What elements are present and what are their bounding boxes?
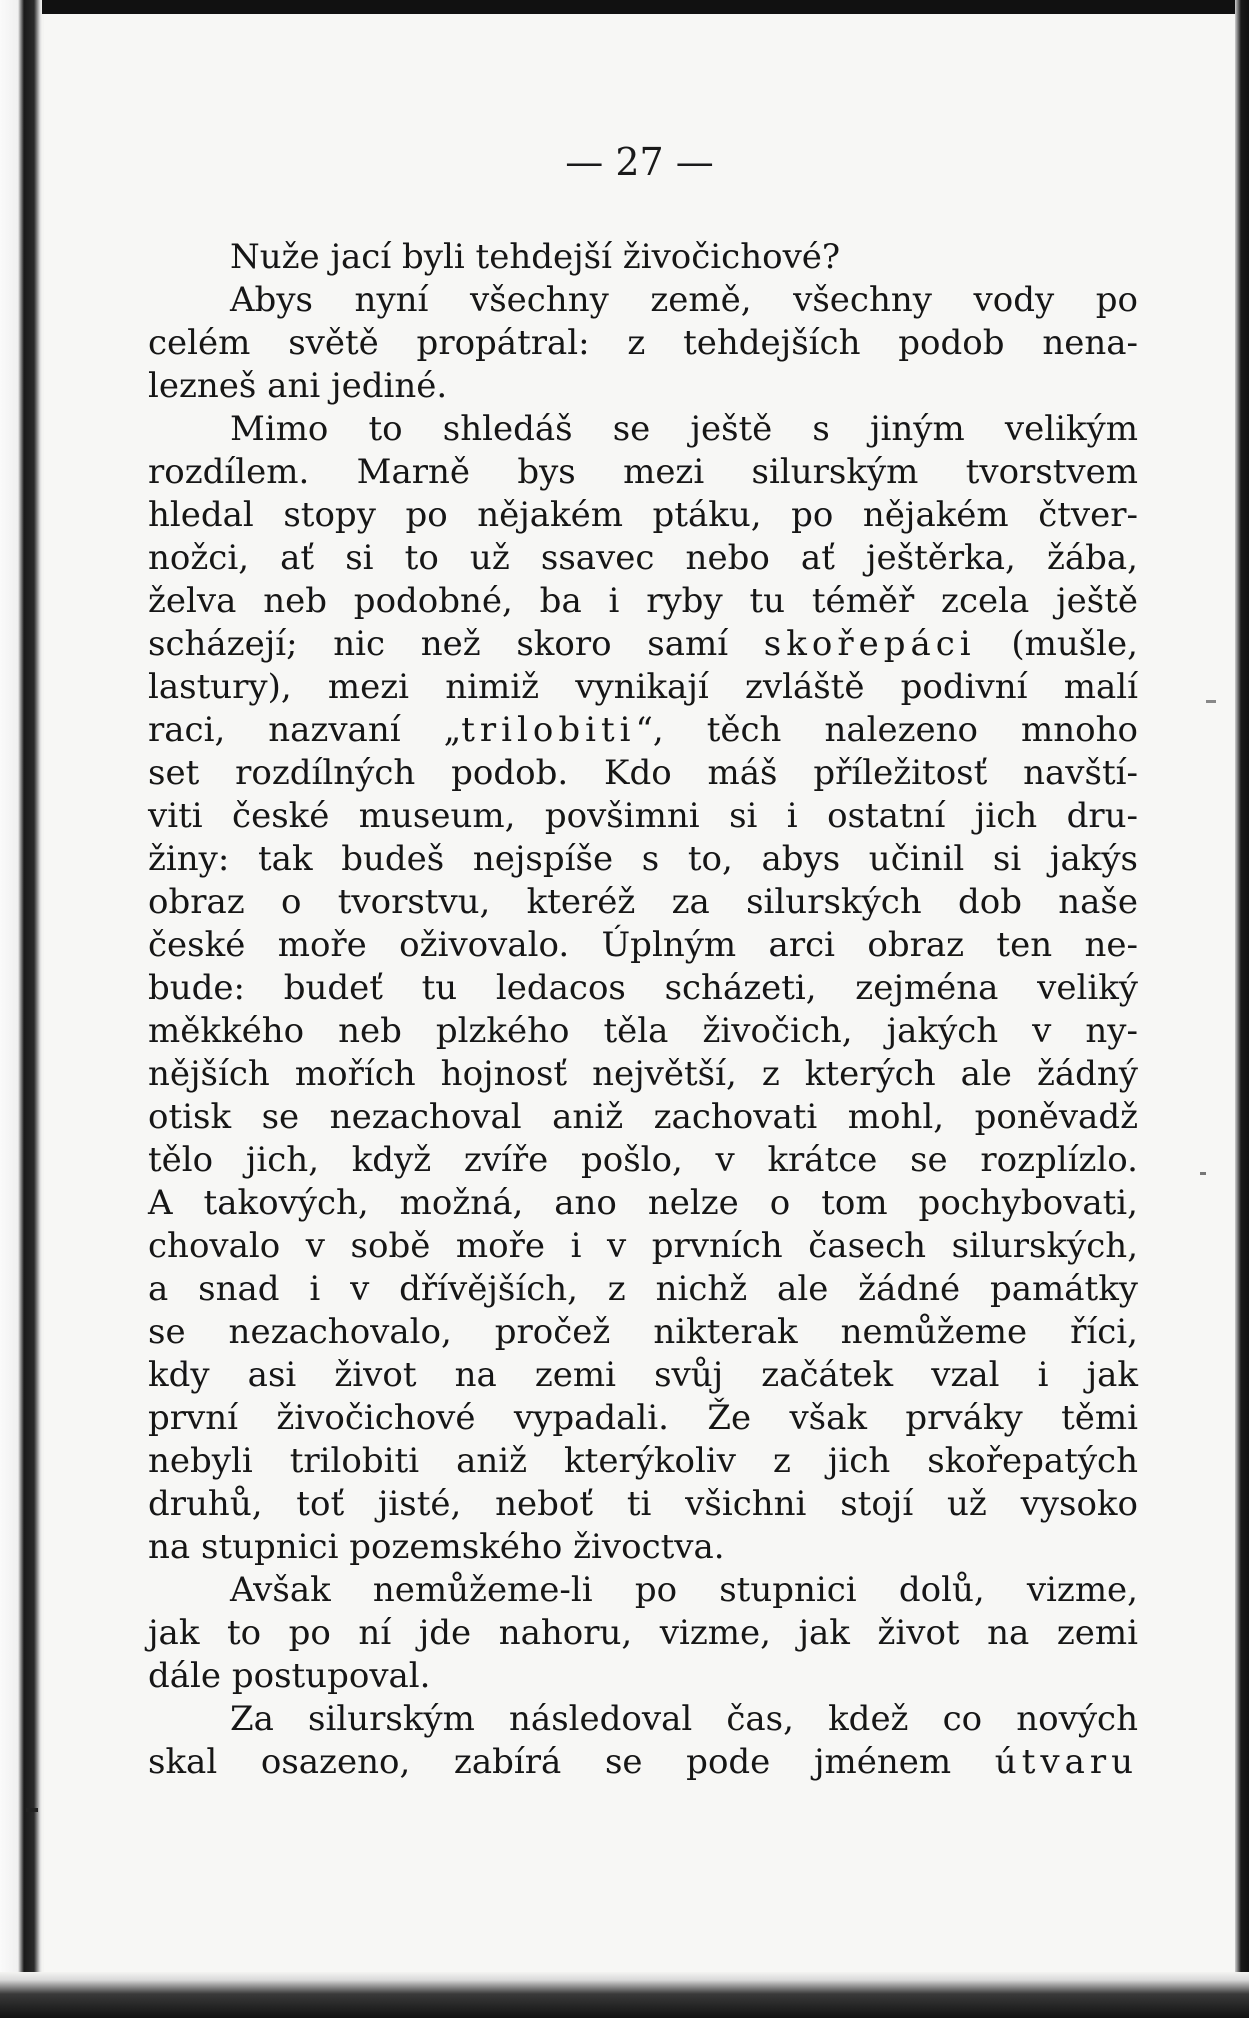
spaced-emphasis: trilobiti xyxy=(461,710,636,750)
body-text xyxy=(148,236,1138,1784)
text-line xyxy=(148,322,1138,365)
text-line-content: celém světě propátral: z tehdejších podob nena- xyxy=(148,323,1138,363)
text-line xyxy=(148,1268,1138,1311)
text-line-content: a snad i v dřívějších, z nichž ale žádné památky xyxy=(148,1269,1138,1309)
text-line-content: rozdílem. Marně bys mezi silurským tvorstvem xyxy=(148,452,1138,492)
text-line xyxy=(148,1483,1138,1526)
text-line-content: nožci, ať si to už ssavec nebo ať ještěrka, žába, xyxy=(148,538,1138,578)
text-line-content: hledal stopy po nějakém ptáku, po nějakém čtver- xyxy=(148,495,1138,535)
text-line-content: lastury), mezi nimiž vynikají zvláště podivní malí xyxy=(148,667,1138,707)
text-line-content: Abys nyní všechny země, všechny vody po xyxy=(230,280,1138,320)
text-line xyxy=(148,580,1138,623)
text-line-content: nějších mořích hojnosť největší, z kterých ale žádný xyxy=(148,1054,1138,1094)
text-line-suffix: (mušle, xyxy=(975,624,1138,664)
text-line-content: lezneš ani jediné. xyxy=(148,366,448,406)
scan-speck xyxy=(26,1808,38,1812)
text-line xyxy=(148,1569,1138,1612)
text-line-content: Nuže jací byli tehdejší živočichové? xyxy=(230,237,841,277)
text-line xyxy=(148,838,1138,881)
text-line-content: první živočichové vypadali. Že však prváky těmi xyxy=(148,1398,1138,1438)
text-line xyxy=(148,1182,1138,1225)
spaced-emphasis: útvaru xyxy=(994,1742,1138,1782)
text-line xyxy=(148,924,1138,967)
text-line-content: žiny: tak budeš nejspíše s to, abys učinil si jakýs xyxy=(148,839,1138,879)
text-line xyxy=(148,1612,1138,1655)
text-line xyxy=(148,1096,1138,1139)
text-line xyxy=(148,279,1138,322)
text-line xyxy=(148,1311,1138,1354)
text-line xyxy=(148,1655,1138,1698)
text-line-content: A takových, možná, ano nelze o tom pochybovati, xyxy=(148,1183,1138,1223)
text-line-content: otisk se nezachoval aniž zachovati mohl, poněvadž xyxy=(148,1097,1138,1137)
scan-speck xyxy=(1206,700,1216,703)
text-line xyxy=(148,1053,1138,1096)
book-page xyxy=(44,14,1235,1972)
text-line-content: bude: budeť tu ledacos scházeti, zejména veliký xyxy=(148,968,1138,1008)
text-line xyxy=(148,967,1138,1010)
text-line-content: na stupnici pozemského živoctva. xyxy=(148,1527,725,1567)
text-line xyxy=(148,1440,1138,1483)
text-line-content: české moře oživovalo. Úplným arci obraz ten ne- xyxy=(148,925,1138,965)
text-line-suffix: “, těch nalezeno mnoho xyxy=(635,710,1139,750)
text-line xyxy=(148,881,1138,924)
page-number: — 27 — xyxy=(565,140,714,184)
spaced-emphasis: skořepáci xyxy=(763,624,976,664)
text-line-content: jak to po ní jde nahoru, vizme, jak život na zemi xyxy=(148,1613,1138,1653)
text-line xyxy=(148,494,1138,537)
text-line-content: tělo jich, když zvíře pošlo, v krátce se rozplízlo. xyxy=(148,1140,1138,1180)
text-line-content: se nezachovalo, pročež nikterak nemůžeme říci, xyxy=(148,1312,1138,1352)
scan-top-edge xyxy=(0,0,1249,14)
text-line xyxy=(148,795,1138,838)
text-line-content: viti české museum, povšimni si i ostatní jich dru- xyxy=(148,796,1138,836)
text-line-content: kdy asi život na zemi svůj začátek vzal i jak xyxy=(148,1355,1138,1395)
text-line-content: set rozdílných podob. Kdo máš příležitosť navští- xyxy=(148,753,1138,793)
text-line xyxy=(148,709,1138,752)
text-line xyxy=(148,1397,1138,1440)
text-line xyxy=(148,365,1138,408)
text-line xyxy=(148,1225,1138,1268)
text-line-content: Avšak nemůžeme-li po stupnici dolů, vizme, xyxy=(230,1570,1138,1610)
text-line xyxy=(148,1354,1138,1397)
text-line-content: Mimo to shledáš se ještě s jiným velikým xyxy=(230,409,1138,449)
text-line-prefix: raci, nazvaní „ xyxy=(148,710,462,750)
text-line xyxy=(148,408,1138,451)
text-line-content: Za silurským následoval čas, kdež co nových xyxy=(230,1699,1138,1739)
text-line-content: obraz o tvorstvu, kteréž za silurských dob naše xyxy=(148,882,1138,922)
text-line-content: nebyli trilobiti aniž kterýkoliv z jich skořepatých xyxy=(148,1441,1138,1481)
text-line xyxy=(148,451,1138,494)
text-line-content: chovalo v sobě moře i v prvních časech silurských, xyxy=(148,1226,1138,1266)
text-line xyxy=(148,1698,1138,1741)
scan-right-edge xyxy=(1235,0,1249,2018)
text-line-content: druhů, toť jisté, neboť ti všichni stojí už vysoko xyxy=(148,1484,1138,1524)
text-line-content: dále postupoval. xyxy=(148,1656,431,1696)
text-line xyxy=(148,666,1138,709)
text-line-prefix: skal osazeno, zabírá se pode jménem xyxy=(148,1742,995,1782)
text-line xyxy=(148,1526,1138,1569)
text-line-prefix: scházejí; nic než skoro samí xyxy=(148,624,764,664)
text-line xyxy=(148,236,1138,279)
text-line xyxy=(148,1741,1138,1784)
scan-left-edge xyxy=(0,0,42,2018)
text-line xyxy=(148,537,1138,580)
text-line xyxy=(148,1139,1138,1182)
text-line-content: měkkého neb plzkého těla živočich, jakých v ny- xyxy=(148,1011,1138,1051)
text-line xyxy=(148,1010,1138,1053)
scan-speck xyxy=(1200,1172,1206,1175)
scan-bottom-edge xyxy=(0,1972,1249,2018)
text-line xyxy=(148,752,1138,795)
text-line-content: želva neb podobné, ba i ryby tu téměř zcela ještě xyxy=(148,581,1138,621)
text-line xyxy=(148,623,1138,666)
